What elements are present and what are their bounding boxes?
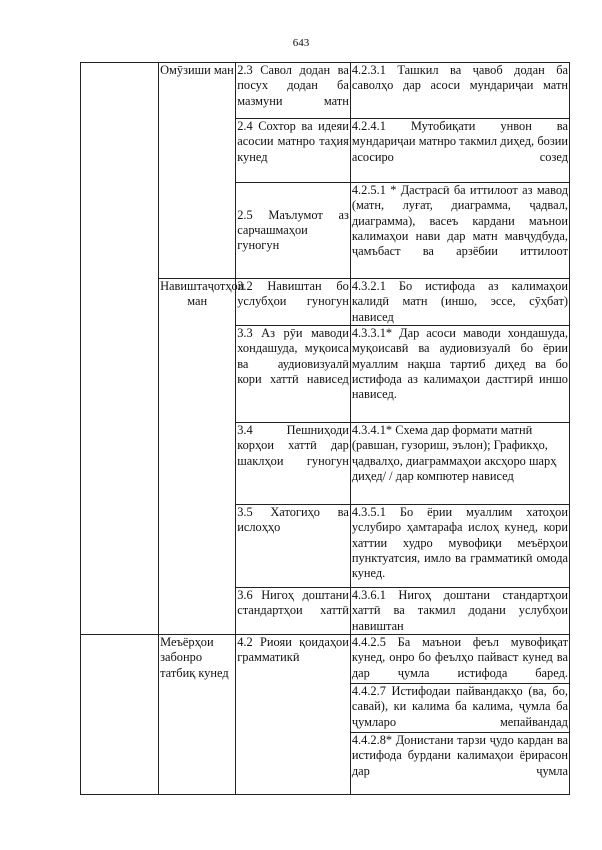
outcome-cell: [350, 505, 569, 588]
objective-text: 2.4 Сохтор ва идеяи асосии матнро таҳия кунед: [237, 119, 349, 164]
area-label: Омӯзиши ман: [160, 63, 234, 77]
outcome-cell: [350, 119, 569, 183]
blank-column-cell: [81, 635, 159, 795]
objective-cell: [236, 423, 351, 505]
outcome-text: 4.4.2.5 Ба маънои феъл мувофиқат кунед, онро бо феълҳо пайваст кунед ва дар ҷумла истифода баред.: [351, 635, 568, 680]
area-cell: [159, 635, 236, 795]
outcome-subcell: [351, 635, 569, 684]
objective-text: 3.3 Аз рӯи маводи хондашуда, муқоиса ва аудиовизуалӣ кори хаттӣ нависед: [237, 326, 349, 386]
blank-column-cell: [81, 63, 159, 635]
outcome-subcell: [351, 684, 569, 733]
objective-cell: [236, 63, 351, 119]
outcome-text: 4.4.2.8* Донистани тарзи ҷудо кардан ва истифода бурдани калимаҳои ёрирасон дар ҷумла: [351, 733, 568, 778]
outcome-text: 4.2.4.1 Мутобиқати унвон ва мундариҷаи матнро такмил диҳед, бозии асосиро созед: [351, 119, 568, 164]
objective-text: 3.2 Навиштан бо услубҳои гуногун: [237, 279, 349, 309]
outcome-cell: [350, 635, 569, 795]
outcome-text: 4.4.2.7 Истифодаи пайвандакҳо (ва, бо, савай), ки калима ба калима, ҷумла ба ҷумларо мепайвандад: [351, 684, 568, 729]
table-row: [81, 635, 570, 795]
outcome-subcell: [351, 733, 569, 779]
area-label: Навиштаҷотҳои ман: [160, 279, 245, 309]
objective-text: 4.2 Риояи қоидаҳои грамматикӣ: [237, 635, 349, 665]
outcome-text: 4.3.4.1* Схема дар формати матнӣ (равшан, гузориш, эълон); Графикҳо, ҷадвалҳо, диаграммаҳои аксҳоро шарҳ диҳед/ / дар компютер нависед: [351, 423, 557, 483]
outcome-cell: [350, 326, 569, 423]
outcome-cell: [350, 279, 569, 326]
outcome-cell: [350, 588, 569, 635]
objective-cell: [236, 588, 351, 635]
objective-text: 2.3 Савол додан ва посух додан ба мазмуни матн: [237, 63, 349, 108]
outcome-text: 4.3.6.1 Нигоҳ доштани стандартҳои хаттӣ ва такмил додани услубҳои навиштан: [351, 588, 568, 633]
objective-cell: [236, 505, 351, 588]
area-cell: [159, 279, 245, 635]
page-number: 643: [292, 37, 310, 49]
objective-text: 3.6 Нигоҳ доштани стандартҳои хаттӣ: [237, 588, 349, 618]
curriculum-table: [80, 62, 570, 795]
outcome-text: 4.3.5.1 Бо ёрии муаллим хатоҳои услубиро ҳамтарафа ислоҳ кунед, кори хаттии худро мувофиқи меъёрҳои пунктуатсия, имло ва грамматикӣ омода кунед.: [351, 505, 568, 581]
objective-text: 2.5 Маълумот аз сарчашмаҳои гуногун: [237, 207, 349, 253]
outcome-text: 4.2.3.1 Ташкил ва ҷавоб додан ба саволҳо дар асоси мундариҷаи матн: [351, 63, 568, 93]
outcome-cell: [350, 423, 569, 505]
outcome-text: 4.3.2.1 Бо истифода аз калимаҳои калидӣ матн (иншо, эссе, сӯҳбат) нависед: [351, 279, 568, 324]
objective-cell: [236, 326, 351, 423]
objective-text: 3.4 Пешниҳоди корҳои хаттӣ дар шаклҳои гуногун: [237, 423, 349, 468]
objective-text: 3.5 Хатогиҳо ва ислоҳҳо: [237, 505, 349, 535]
objective-cell: [236, 279, 351, 326]
outcome-cell: [350, 183, 569, 279]
outcome-cell: [350, 63, 569, 119]
table-row: [81, 63, 570, 119]
area-label: Меъёрҳои забонро татбиқ кунед: [160, 635, 229, 680]
objective-cell: [236, 635, 351, 795]
objective-cell: [236, 183, 351, 279]
outcome-text: 4.3.3.1* Дар асоси маводи хондашуда, муқоисавӣ ва аудиовизуалӣ бо ёрии муаллим нақша тартиб диҳед ва бо истифода аз калимаҳои дастгирӣ иншо нависед.: [351, 326, 568, 402]
outcome-text: 4.2.5.1 * Дастрасӣ ба иттилоот аз мавод (матн, луғат, диаграмма, ҷадвал, диаграмма), васеъ кардани маънои калимаҳои нави дар матн мавҷудбуда, ҷамъбаст ва арзёбии иттилоот: [351, 183, 568, 259]
area-cell: [159, 63, 236, 279]
objective-cell: [236, 119, 351, 183]
